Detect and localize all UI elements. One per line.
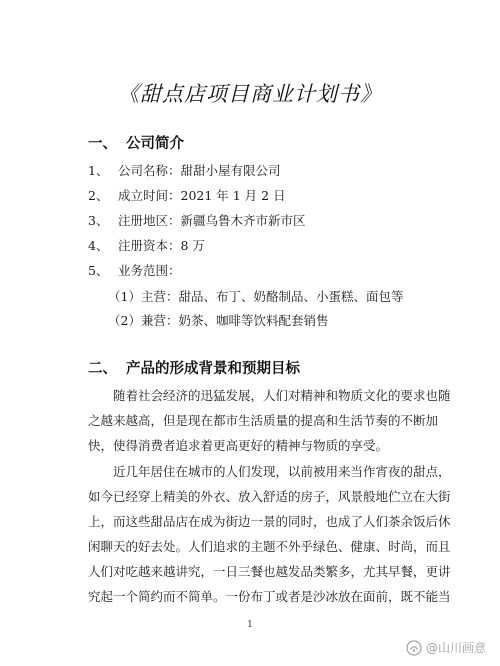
sub-item-side-business: （2）兼营：奶茶、咖啡等饮料配套销售	[108, 313, 329, 328]
item-text: 公司名称：甜甜小屋有限公司	[118, 163, 281, 178]
sub-item-main-business: （1）主营：甜品、布丁、奶酪制品、小蛋糕、面包等	[108, 289, 404, 304]
paragraph-line: 随着社会经济的迅猛发展，人们对精神和物质文化的要求也随	[113, 388, 451, 403]
section-title: 公司简介	[126, 136, 184, 152]
paragraph-line: 快，使得消费者追求着更高更好的精神与物质的享受。	[88, 438, 389, 453]
paragraph-line: 近几年居住在城市的人们发现，以前被用来当作宵夜的甜点，	[113, 464, 451, 479]
paragraph-line: 如今已经穿上精美的外衣、放入舒适的房子，风景般地伫立在大街	[88, 489, 451, 504]
item-text: 注册地区：新疆乌鲁木齐市新市区	[118, 213, 306, 228]
watermark-logo-icon	[406, 640, 422, 656]
section-heading-company-intro	[88, 132, 184, 153]
item-number: 2、	[88, 188, 109, 203]
list-item-company-name	[88, 161, 281, 179]
item-text: 注册资本：8 万	[118, 238, 205, 253]
paragraph-line: 究起一个简约而不简单。一份布丁或者是沙冰放在面前，既不能当	[88, 589, 451, 604]
item-text: 成立时间：2021 年 1 月 2 日	[118, 188, 286, 203]
item-number: 1、	[88, 163, 109, 178]
watermark	[406, 639, 486, 656]
section-heading-background	[88, 357, 300, 378]
list-item-region	[88, 211, 306, 229]
item-number: 4、	[88, 238, 109, 253]
list-item-capital	[88, 236, 205, 254]
paragraph-line: 上，而这些甜品店在成为街边一景的同时，也成了人们茶余饭后休	[88, 514, 451, 529]
section-number: 二、	[88, 361, 117, 377]
watermark-text: @山川画意	[425, 641, 486, 655]
paragraph-line: 闲聊天的好去处。人们追求的主题不外乎绿色、健康、时尚，而且	[88, 539, 451, 554]
paragraph-line: 之越来越高，但是现在都市生活质量的提高和生活节奏的不断加	[88, 413, 439, 428]
item-text: 业务范围：	[118, 263, 181, 278]
document-title: 《甜点店项目商业计划书》	[118, 82, 382, 106]
item-number: 3、	[88, 213, 109, 228]
section-number: 一、	[88, 136, 117, 152]
section-title: 产品的形成背景和预期目标	[126, 361, 300, 377]
paragraph-line: 人们对吃越来越讲究，一日三餐也越发品类繁多，尤其早餐，更讲	[88, 564, 451, 579]
page-number: 1	[247, 620, 253, 630]
list-item-business-scope	[88, 261, 181, 279]
item-number: 5、	[88, 263, 109, 278]
list-item-founded-date	[88, 186, 286, 204]
